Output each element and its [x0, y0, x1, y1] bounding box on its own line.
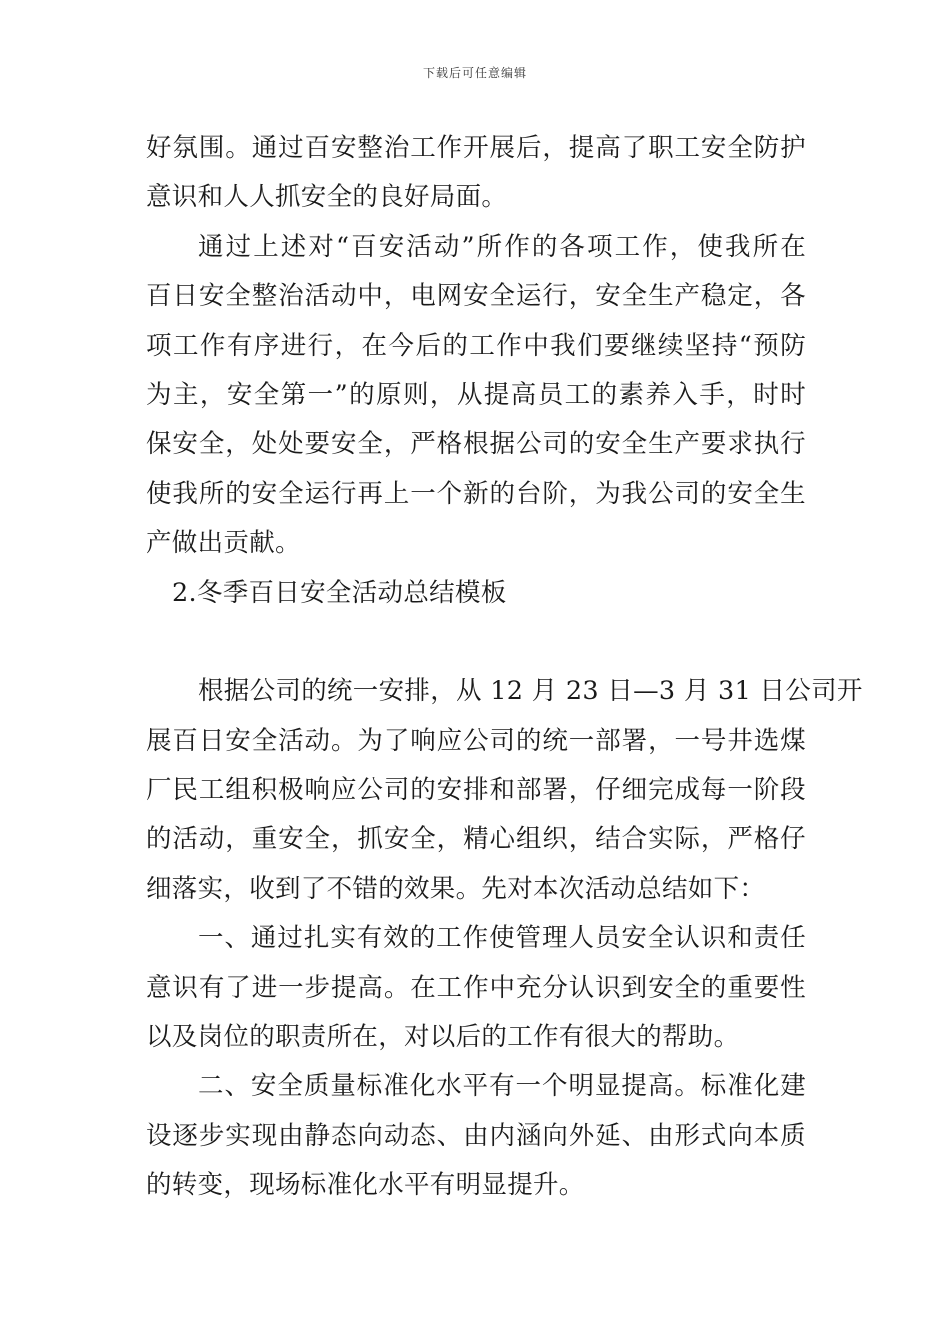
section-heading: 2.冬季百日安全活动总结模板 [172, 577, 507, 608]
paragraph [146, 914, 806, 1062]
text-line: 根据公司的统一安排，从 12 月 23 日—3 月 31 日公司开 [198, 676, 863, 707]
text-line: 二、安全质量标准化水平有一个明显提高。标准化建 [198, 1071, 806, 1102]
text-line: 为主，安全第一”的原则，从提高员工的素养入手，时时 [146, 379, 806, 410]
text-line: 设逐步实现由静态向动态、由内涵向外延、由形式向本质 [146, 1120, 806, 1151]
page-header: 下载后可任意编辑 [422, 66, 527, 80]
paragraph [146, 1062, 806, 1210]
text-line: 百日安全整治活动中，电网安全运行，安全生产稳定，各 [146, 281, 806, 312]
text-line: 细落实，收到了不错的效果。先对本次活动总结如下： [146, 873, 766, 904]
text-line: 意识有了进一步提高。在工作中充分认识到安全的重要性 [146, 972, 806, 1003]
paragraph [146, 667, 863, 914]
paragraph [146, 223, 806, 569]
text-line: 以及岗位的职责所在，对以后的工作有很大的帮助。 [146, 1022, 740, 1053]
document-body [146, 124, 863, 1211]
text-line: 的活动，重安全，抓安全，精心组织，结合实际，严格仔 [146, 824, 806, 855]
text-line: 保安全，处处要安全，严格根据公司的安全生产要求执行 [146, 429, 806, 460]
paragraph [146, 124, 806, 223]
text-line: 项工作有序进行，在今后的工作中我们要继续坚持“预防 [146, 330, 806, 361]
text-line: 厂民工组积极响应公司的安排和部署，仔细完成每一阶段 [146, 775, 806, 806]
text-line: 好氛围。通过百安整治工作开展后，提高了职工安全防护 [146, 133, 806, 163]
blank-line [146, 618, 806, 667]
text-line: 通过上述对“百安活动”所作的各项工作，使我所在 [198, 231, 806, 262]
text-line: 意识和人人抓安全的良好局面。 [146, 182, 508, 213]
text-line: 的转变，现场标准化水平有明显提升。 [146, 1170, 585, 1201]
text-line: 使我所的安全运行再上一个新的台阶，为我公司的安全生 [146, 478, 806, 509]
text-line: 一、通过扎实有效的工作使管理人员安全认识和责任 [198, 923, 806, 954]
text-line: 展百日安全活动。为了响应公司的统一部署，一号井选煤 [146, 725, 806, 756]
text-line: 产做出贡献。 [146, 528, 301, 559]
